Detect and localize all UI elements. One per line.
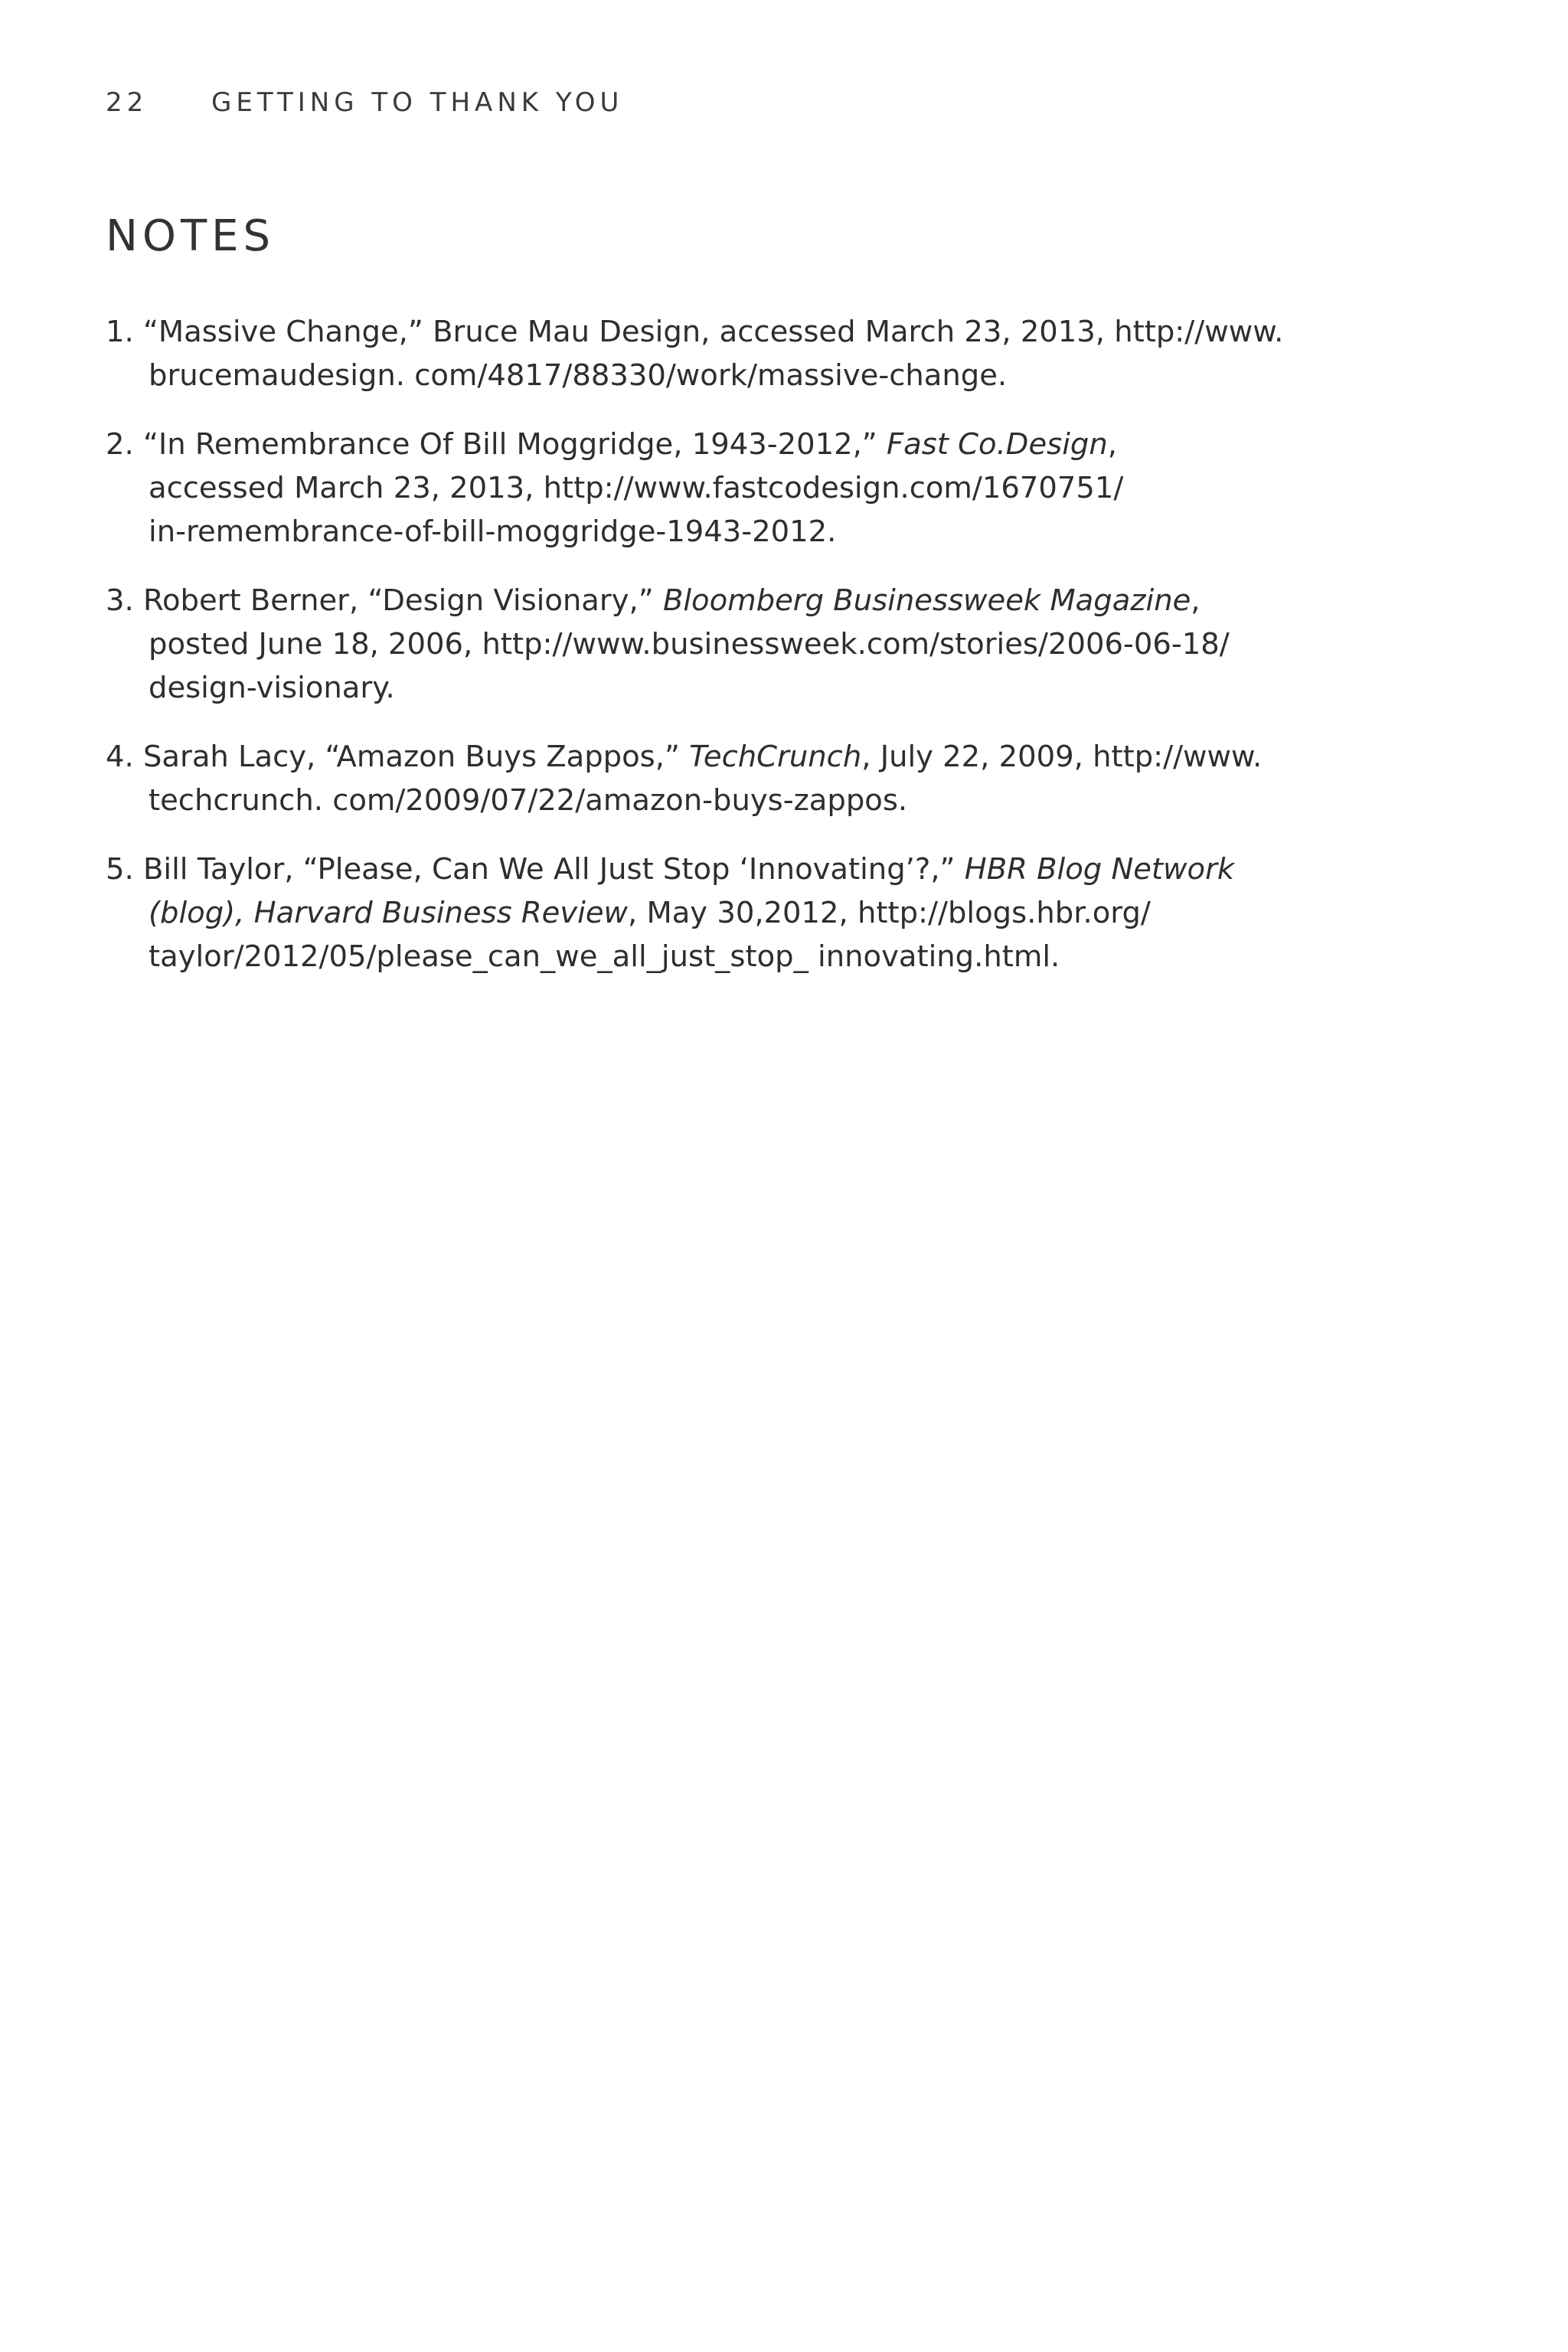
note-4-text-a: 4. Sarah Lacy, “Amazon Buys Zappos,” xyxy=(106,740,690,774)
note-5-publication-2: (blog), Harvard Business Review xyxy=(149,896,629,930)
notes-list xyxy=(106,310,1346,1004)
note-1-line-1: 1. “Massive Change,” Bruce Mau Design, accessed March 23, 2013, http://www. xyxy=(106,315,1284,349)
running-head-title: GETTING TO THANK YOU xyxy=(211,87,624,118)
note-3 xyxy=(106,579,1346,710)
note-5-publication: HBR Blog Network xyxy=(964,852,1235,887)
note-2-text-a: 2. “In Remembrance Of Bill Moggridge, 1943-2012,” xyxy=(106,427,887,462)
note-3-line-3: design-visionary. xyxy=(149,671,395,705)
note-4-publication: TechCrunch xyxy=(689,740,862,774)
note-2-line-3: in-remembrance-of-bill-moggridge-1943-2012. xyxy=(149,514,837,549)
note-4-text-b: , July 22, 2009, http://www. xyxy=(861,740,1263,774)
note-3-publication: Bloomberg Businessweek Magazine xyxy=(662,583,1191,618)
note-3-text-a: 3. Robert Berner, “Design Visionary,” xyxy=(106,583,663,618)
note-4 xyxy=(106,735,1346,822)
note-5 xyxy=(106,848,1346,978)
note-3-text-b: , xyxy=(1191,583,1200,618)
note-1 xyxy=(106,310,1346,397)
note-2 xyxy=(106,423,1346,554)
note-3-line-2: posted June 18, 2006, http://www.businessweek.com/stories/2006-06-18/ xyxy=(149,627,1230,662)
note-2-text-b: , xyxy=(1107,427,1117,462)
note-5-line-3: taylor/2012/05/please_can_we_all_just_stop_ innovating.html. xyxy=(149,939,1060,974)
note-5-text-a: 5. Bill Taylor, “Please, Can We All Just Stop ‘Innovating’?,” xyxy=(106,852,965,887)
note-2-line-2: accessed March 23, 2013, http://www.fastcodesign.com/1670751/ xyxy=(149,471,1124,505)
running-head xyxy=(106,87,623,118)
note-1-line-2: brucemaudesign. com/4817/88330/work/massive-change. xyxy=(149,358,1008,393)
note-2-publication: Fast Co.Design xyxy=(887,427,1108,462)
page-number: 22 xyxy=(106,87,149,118)
notes-heading: NOTES xyxy=(106,211,276,261)
note-4-line-2: techcrunch. com/2009/07/22/amazon-buys-zappos. xyxy=(149,783,908,818)
note-5-text-b: , May 30,2012, http://blogs.hbr.org/ xyxy=(628,896,1151,930)
